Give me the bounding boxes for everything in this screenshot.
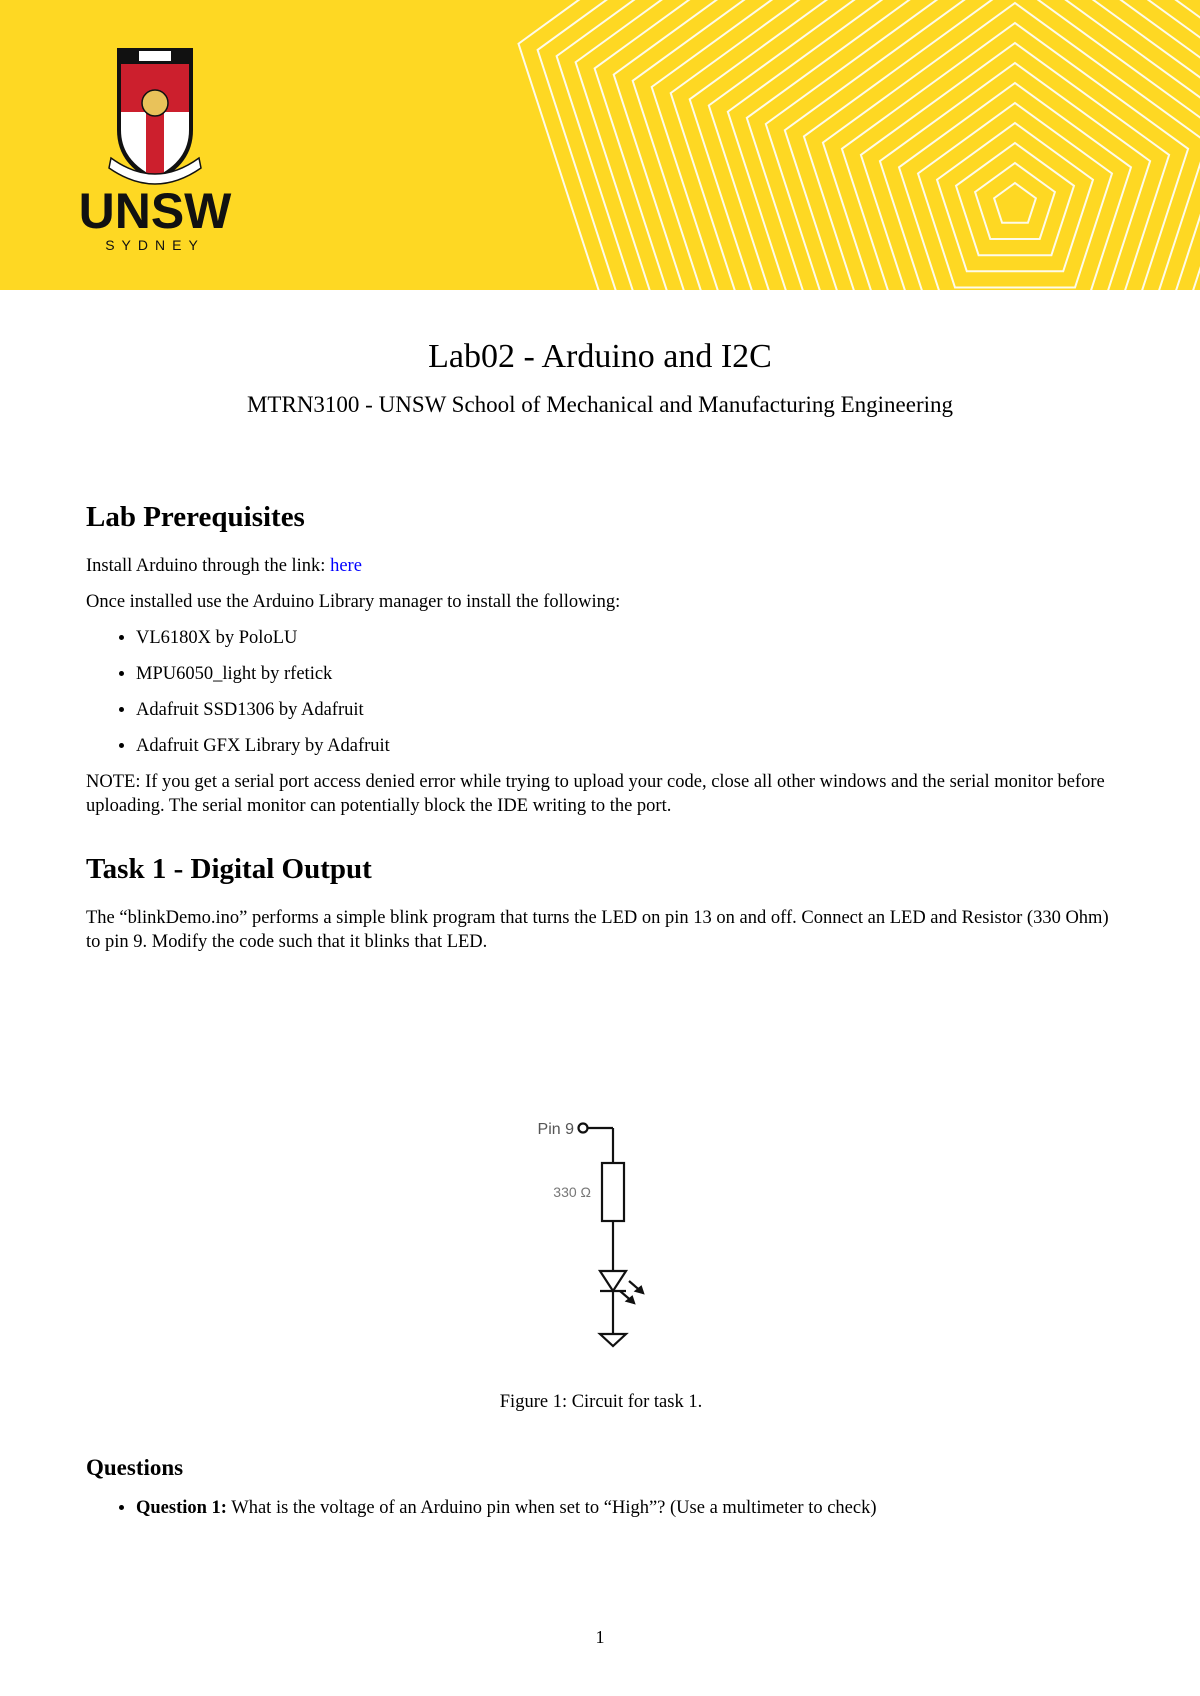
pattern-pentagon bbox=[652, 0, 1200, 290]
install-paragraph bbox=[86, 554, 1116, 578]
list-item: • VL6180X by PoloLU bbox=[136, 626, 1116, 650]
pattern-pentagon bbox=[918, 103, 1112, 288]
install-text: Install Arduino through the link: bbox=[86, 556, 331, 576]
note-paragraph: NOTE: If you get a serial port access denied error while trying to upload your code, close all other windows and the serial monitor before uploading. The serial monitor can potentially block the IDE writing to the port. bbox=[86, 772, 1105, 816]
resistor-symbol bbox=[602, 1163, 624, 1221]
ground-icon bbox=[600, 1334, 626, 1346]
page-subtitle: MTRN3100 - UNSW School of Mechanical and Manufacturing Engineering bbox=[246, 392, 954, 417]
question-label: Question 1: bbox=[136, 1498, 227, 1518]
question-list bbox=[86, 1496, 1116, 1520]
task1-heading: Task 1 - Digital Output bbox=[86, 853, 372, 885]
circuit-figure bbox=[86, 966, 1116, 1386]
page-number: 1 bbox=[595, 1627, 605, 1647]
circuit-diagram bbox=[86, 966, 1116, 1386]
install-intro: Once installed use the Arduino Library manager to install the following: bbox=[86, 592, 621, 612]
pin-label: Pin 9 bbox=[537, 1121, 574, 1138]
questions-heading: Questions bbox=[86, 1455, 184, 1480]
logo-location: SYDNEY bbox=[105, 237, 205, 253]
list-item: • MPU6050_light by rfetick bbox=[136, 662, 1116, 686]
unsw-logo bbox=[55, 40, 255, 255]
header-banner bbox=[0, 0, 1200, 290]
led-icon bbox=[600, 1271, 643, 1303]
task1-body: The “blinkDemo.ino” performs a simple blink program that turns the LED on pin 13 on and off. Connect an LED and Resistor (330 Ohm) to pin 9. Modify the code such that it blinks that LED. bbox=[86, 908, 1109, 952]
pattern-pentagon bbox=[804, 0, 1200, 290]
list-item: • Adafruit GFX Library by Adafruit bbox=[136, 734, 1116, 758]
pattern-pentagon bbox=[690, 0, 1200, 290]
pin-terminal bbox=[579, 1124, 588, 1133]
pattern-pentagon bbox=[975, 163, 1055, 239]
pattern-pentagon bbox=[671, 0, 1200, 290]
pattern-pentagon bbox=[899, 83, 1131, 290]
figure-caption: Figure 1: Circuit for task 1. bbox=[499, 1392, 703, 1412]
pattern-pentagon bbox=[766, 0, 1200, 290]
list-item: • Adafruit SSD1306 by Adafruit bbox=[136, 698, 1116, 722]
prereq-heading: Lab Prerequisites bbox=[86, 501, 305, 533]
pattern-pentagon bbox=[747, 0, 1200, 290]
pattern-pentagon bbox=[994, 183, 1036, 223]
resistor-label: 330 Ω bbox=[553, 1184, 591, 1200]
pattern-pentagon bbox=[861, 43, 1169, 290]
unsw-crest-icon bbox=[109, 48, 201, 184]
page-title: Lab02 - Arduino and I2C bbox=[428, 338, 772, 375]
logo-wordmark: UNSW bbox=[78, 183, 232, 239]
question-text: What is the voltage of an Arduino pin when set to “High”? (Use a multimeter to check) bbox=[226, 1498, 877, 1518]
question-item bbox=[136, 1496, 1116, 1520]
library-list bbox=[86, 626, 1116, 758]
install-link[interactable]: here bbox=[330, 556, 362, 576]
document-body bbox=[86, 500, 1116, 1532]
pattern-pentagon bbox=[633, 0, 1200, 290]
